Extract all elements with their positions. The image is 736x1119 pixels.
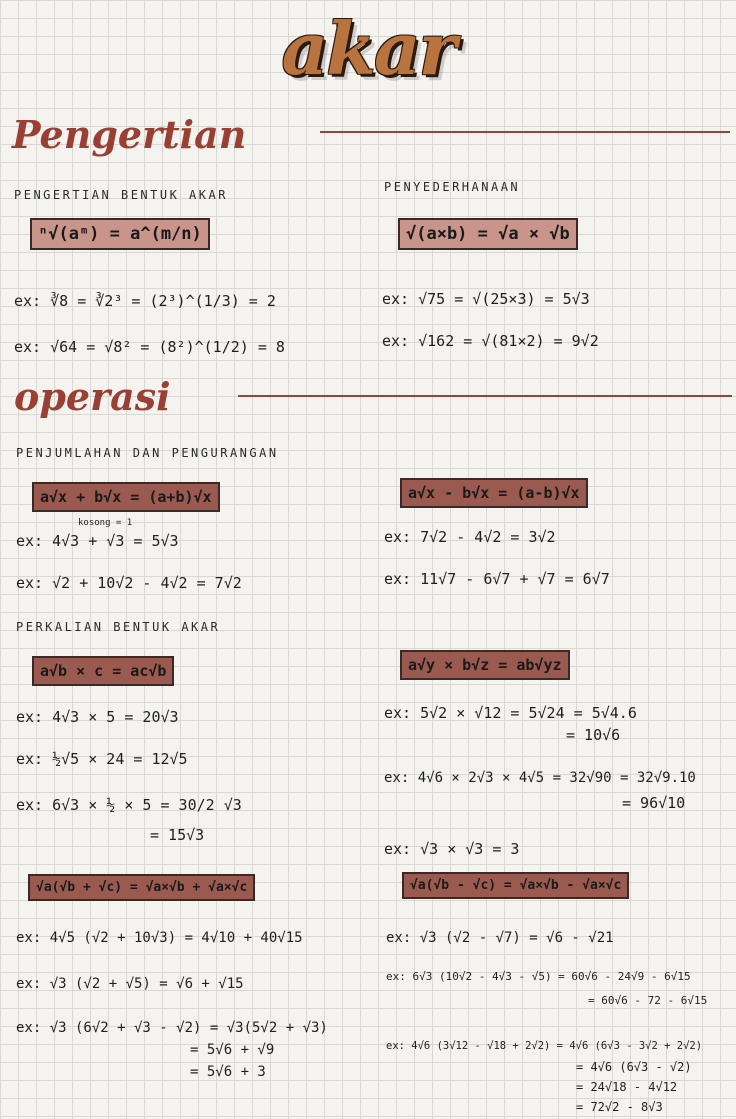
example-line: ex: 11√7 - 6√7 + √7 = 6√7 (384, 570, 610, 588)
example-line: = 4√6 (6√3 - √2) (576, 1060, 692, 1074)
note-kosong: kosong = 1 (78, 518, 133, 528)
example-line: ex: 4√6 × 2√3 × 4√5 = 32√90 = 32√9.10 (384, 770, 696, 786)
section-heading-operasi: operasi (14, 374, 171, 419)
example-line: ex: 4√6 (3√12 - √18 + 2√2) = 4√6 (6√3 - 3√2 + 2√2) (386, 1040, 703, 1052)
example-line: ex: √3 (√2 + √5) = √6 + √15 (16, 976, 244, 992)
section-heading-pengertian: Pengertian (12, 112, 247, 157)
example-line: ex: ½√5 × 24 = 12√5 (16, 750, 188, 768)
example-line: ex: √3 (6√2 + √3 - √2) = √3(5√2 + √3) (16, 1020, 328, 1036)
formula-box-multiply-constant: a√b × c = ac√b (32, 656, 174, 686)
example-line: ex: ∛8 = ∛2³ = (2³)^(1/3) = 2 (14, 292, 276, 310)
example-line: ex: √2 + 10√2 - 4√2 = 7√2 (16, 574, 242, 592)
formula-box-distributive-sub: √a(√b - √c) = √a×√b - √a×√c (402, 872, 629, 899)
example-line: ex: 6√3 (10√2 - 4√3 - √5) = 60√6 - 24√9 - 6√15 (386, 970, 691, 983)
example-line: ex: 4√3 + √3 = 5√3 (16, 532, 179, 550)
example-line: = 96√10 (622, 794, 686, 812)
formula-box-penyederhanaan: √(a×b) = √a × √b (398, 218, 578, 250)
formula-box-multiply-roots: a√y × b√z = ab√yz (400, 650, 570, 680)
example-line: ex: √75 = √(25×3) = 5√3 (382, 290, 590, 308)
formula-box-subtraction: a√x - b√x = (a-b)√x (400, 478, 588, 508)
label-pengertian-bentuk-akar: PENGERTIAN BENTUK AKAR (14, 188, 228, 202)
formula-box-distributive-add: √a(√b + √c) = √a×√b + √a×√c (28, 874, 255, 901)
example-line: = 5√6 + 3 (190, 1064, 266, 1080)
example-line: = 72√2 - 8√3 (576, 1100, 663, 1114)
label-penjumlahan: PENJUMLAHAN DAN PENGURANGAN (16, 446, 279, 460)
divider-line (320, 131, 730, 133)
formula-box-addition: a√x + b√x = (a+b)√x (32, 482, 220, 512)
example-line: ex: 5√2 × √12 = 5√24 = 5√4.6 (384, 704, 637, 722)
label-penyederhanaan: PENYEDERHANAAN (384, 180, 521, 194)
label-perkalian: PERKALIAN BENTUK AKAR (16, 620, 221, 634)
example-line: ex: √3 (√2 - √7) = √6 - √21 (386, 930, 614, 946)
example-line: = 24√18 - 4√12 (576, 1080, 678, 1094)
page-title: akar (281, 6, 455, 91)
example-line: ex: 4√5 (√2 + 10√3) = 4√10 + 40√15 (16, 930, 303, 946)
example-line: ex: 7√2 - 4√2 = 3√2 (384, 528, 556, 546)
example-line: ex: √64 = √8² = (8²)^(1/2) = 8 (14, 338, 285, 356)
example-line: ex: 6√3 × ½ × 5 = 30/2 √3 (16, 796, 242, 814)
example-line: ex: 4√3 × 5 = 20√3 (16, 708, 179, 726)
example-line: ex: √162 = √(81×2) = 9√2 (382, 332, 599, 350)
example-line: = 15√3 (150, 826, 205, 844)
example-line: = 60√6 - 72 - 6√15 (588, 994, 708, 1007)
example-line: = 10√6 (566, 726, 621, 744)
example-line: = 5√6 + √9 (190, 1042, 275, 1058)
divider-line (238, 395, 732, 397)
formula-box-pengertian: ⁿ√(aᵐ) = a^(m/n) (30, 218, 210, 250)
example-line: ex: √3 × √3 = 3 (384, 840, 520, 858)
